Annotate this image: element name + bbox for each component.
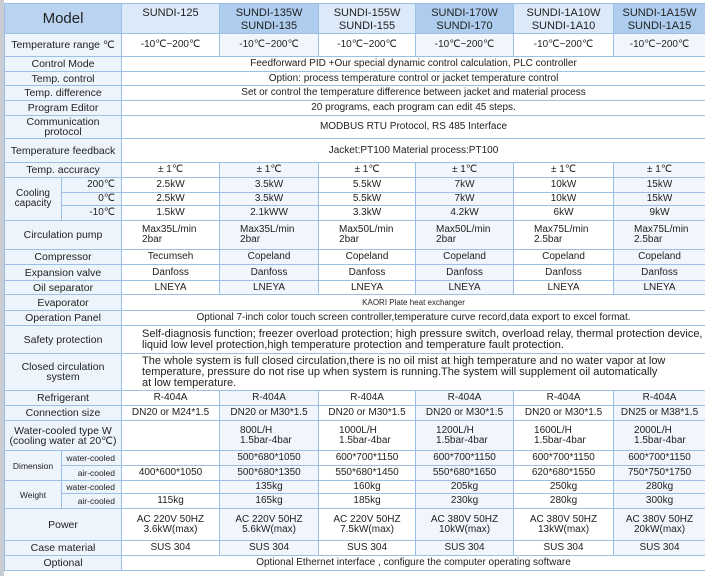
row-label: Control Mode bbox=[5, 57, 122, 72]
table-cell: -10℃~200℃ bbox=[514, 34, 614, 57]
table-cell: Copeland bbox=[319, 250, 416, 265]
table-cell: LNEYA bbox=[614, 281, 705, 295]
table-cell: 15kW bbox=[614, 178, 705, 193]
table-cell: 7kW bbox=[416, 193, 514, 206]
cooling-capacity-row bbox=[5, 193, 705, 206]
table-cell: DN25 or M38*1.5 bbox=[614, 406, 705, 421]
table-cell: 300kg bbox=[614, 494, 705, 509]
safety-protection-row bbox=[5, 326, 705, 354]
compressor-row bbox=[5, 250, 705, 265]
table-cell: ± 1℃ bbox=[319, 163, 416, 178]
table-cell: DN20 or M30*1.5 bbox=[416, 406, 514, 421]
table-cell: DN20 or M30*1.5 bbox=[220, 406, 319, 421]
power-row bbox=[5, 509, 705, 541]
table-cell: 160kg bbox=[319, 481, 416, 494]
operation-panel-row bbox=[5, 311, 705, 326]
table-cell: Copeland bbox=[416, 250, 514, 265]
temp-accuracy-row bbox=[5, 163, 705, 178]
row-value-span: Feedforward PID +Our special dynamic control calculation, PLC controller bbox=[122, 57, 705, 72]
table-cell: 3.5kW bbox=[220, 178, 319, 193]
row-label: Water-cooled type W (cooling water at 20℃) bbox=[5, 421, 122, 451]
weight-row bbox=[5, 494, 705, 509]
table-cell: 7kW bbox=[416, 178, 514, 193]
row-value-span: KAORI Plate heat exchanger bbox=[122, 295, 705, 311]
row-label: Case material bbox=[5, 541, 122, 556]
row-label: Safety protection bbox=[5, 326, 122, 354]
row-label: Closed circulation system bbox=[5, 354, 122, 391]
model-column-header bbox=[614, 4, 705, 34]
table-cell: 115kg bbox=[122, 494, 220, 509]
closed-circulation-system-row bbox=[5, 354, 705, 391]
row-value-span: MODBUS RTU Protocol, RS 485 Interface bbox=[122, 116, 705, 139]
table-cell: 400*600*1050 bbox=[122, 466, 220, 481]
case-material-row bbox=[5, 541, 705, 556]
table-cell: 9kW bbox=[614, 206, 705, 221]
dimension-row bbox=[5, 451, 705, 466]
table-cell bbox=[122, 451, 220, 466]
cooling-capacity-row bbox=[5, 178, 705, 193]
table-cell: R-404A bbox=[319, 391, 416, 406]
model-name: SUNDI-1A15W bbox=[622, 7, 697, 19]
temp-difference-row bbox=[5, 86, 705, 101]
row-value-span: Optional Ethernet interface , configure the computer operating software bbox=[122, 556, 705, 571]
table-cell: 600*700*1150 bbox=[416, 451, 514, 466]
dimension-label: Dimension bbox=[5, 451, 62, 481]
table-cell: 600*700*1150 bbox=[514, 451, 614, 466]
row-label: Temp. accuracy bbox=[5, 163, 122, 178]
table-cell: DN20 or M30*1.5 bbox=[319, 406, 416, 421]
model-name: SUNDI-135W bbox=[235, 7, 303, 19]
row-value-span: 20 programs, each program can edit 45 steps. bbox=[122, 101, 705, 116]
communication-protocol-row bbox=[5, 116, 705, 139]
row-sublabel: air-cooled bbox=[62, 466, 122, 481]
table-cell: 6kW bbox=[514, 206, 614, 221]
table-cell: 500*680*1050 bbox=[220, 451, 319, 466]
model-column-header bbox=[220, 4, 319, 34]
connection-size-row bbox=[5, 406, 705, 421]
dimension-row bbox=[5, 466, 705, 481]
temperature-range-row bbox=[5, 34, 705, 57]
table-cell: R-404A bbox=[514, 391, 614, 406]
table-cell: Danfoss bbox=[614, 265, 705, 281]
oil-separator-row bbox=[5, 281, 705, 295]
row-label: Communication protocol bbox=[5, 116, 122, 139]
table-cell: Max35L/min 2bar bbox=[122, 221, 220, 250]
model-name: SUNDI-1A10W bbox=[526, 7, 601, 19]
table-cell: Tecumseh bbox=[122, 250, 220, 265]
table-cell: 550*680*1450 bbox=[319, 466, 416, 481]
table-cell: DN20 or M24*1.5 bbox=[122, 406, 220, 421]
table-cell: -10℃~200℃ bbox=[319, 34, 416, 57]
row-label: Power bbox=[5, 509, 122, 541]
model-column-header bbox=[416, 4, 514, 34]
row-label: Program Editor bbox=[5, 101, 122, 116]
table-cell: 165kg bbox=[220, 494, 319, 509]
table-cell: 2000L/H 1.5bar-4bar bbox=[614, 421, 705, 451]
row-sublabel: water-cooled bbox=[62, 481, 122, 494]
table-cell: 750*750*1750 bbox=[614, 466, 705, 481]
table-cell: Danfoss bbox=[220, 265, 319, 281]
table-cell: LNEYA bbox=[514, 281, 614, 295]
table-cell: ± 1℃ bbox=[416, 163, 514, 178]
table-cell: ± 1℃ bbox=[614, 163, 705, 178]
table-cell: AC 220V 50HZ 5.6kW(max) bbox=[220, 509, 319, 541]
table-cell: AC 380V 50HZ 20kW(max) bbox=[614, 509, 705, 541]
table-cell: ± 1℃ bbox=[220, 163, 319, 178]
spec-table bbox=[4, 3, 705, 571]
table-cell: 1000L/H 1.5bar-4bar bbox=[319, 421, 416, 451]
table-cell: Max75L/min 2.5bar bbox=[514, 221, 614, 250]
control-mode-row bbox=[5, 57, 705, 72]
model-name: SUNDI-135 bbox=[240, 20, 298, 32]
cooling-capacity-row bbox=[5, 206, 705, 221]
cooling-capacity-label: Cooling capacity bbox=[5, 178, 62, 221]
table-cell: LNEYA bbox=[319, 281, 416, 295]
table-cell: 1200L/H 1.5bar-4bar bbox=[416, 421, 514, 451]
row-label: Oil separator bbox=[5, 281, 122, 295]
table-cell: -10℃~200℃ bbox=[220, 34, 319, 57]
row-sublabel: -10℃ bbox=[62, 206, 122, 221]
table-cell: SUS 304 bbox=[319, 541, 416, 556]
table-cell: DN20 or M30*1.5 bbox=[514, 406, 614, 421]
model-name: SUNDI-1A10 bbox=[531, 20, 596, 32]
model-name: SUNDI-170W bbox=[431, 7, 498, 19]
table-cell: ± 1℃ bbox=[514, 163, 614, 178]
row-label: Expansion valve bbox=[5, 265, 122, 281]
row-value-span: Jacket:PT100 Material process:PT100 bbox=[122, 139, 705, 163]
table-cell: AC 220V 50HZ 3.6kW(max) bbox=[122, 509, 220, 541]
row-label: Operation Panel bbox=[5, 311, 122, 326]
table-cell: AC 380V 50HZ 13kW(max) bbox=[514, 509, 614, 541]
table-cell: AC 380V 50HZ 10kW(max) bbox=[416, 509, 514, 541]
table-cell: Danfoss bbox=[514, 265, 614, 281]
row-value-span: Optional 7-inch color touch screen controller,temperature curve record,data export to excel format. bbox=[122, 311, 705, 326]
row-sublabel: 200℃ bbox=[62, 178, 122, 193]
table-cell: 620*680*1550 bbox=[514, 466, 614, 481]
table-cell: LNEYA bbox=[122, 281, 220, 295]
model-column-header bbox=[122, 4, 220, 34]
table-cell: SUS 304 bbox=[220, 541, 319, 556]
row-value-span: The whole system is full closed circulation,there is no oil mist at high temperature and no water vapor at low temperature, pressure do not rise up when system is running.The system will supplement oil automatically at low temperature. bbox=[122, 354, 705, 391]
table-cell: ± 1℃ bbox=[122, 163, 220, 178]
table-cell: 4.2kW bbox=[416, 206, 514, 221]
table-cell: R-404A bbox=[122, 391, 220, 406]
model-header: Model bbox=[5, 4, 122, 34]
table-cell: Copeland bbox=[220, 250, 319, 265]
water-cooled-type-w-cooling-water-at-20-row bbox=[5, 421, 705, 451]
table-cell: Max50L/min 2bar bbox=[416, 221, 514, 250]
optional-row bbox=[5, 556, 705, 571]
table-cell: Max35L/min 2bar bbox=[220, 221, 319, 250]
table-cell: 600*700*1150 bbox=[614, 451, 705, 466]
table-cell: 230kg bbox=[416, 494, 514, 509]
row-label: Compressor bbox=[5, 250, 122, 265]
row-value-span: Set or control the temperature difference between jacket and material process bbox=[122, 86, 705, 101]
table-cell: 185kg bbox=[319, 494, 416, 509]
model-column-header bbox=[319, 4, 416, 34]
table-cell: Copeland bbox=[614, 250, 705, 265]
table-cell: SUS 304 bbox=[514, 541, 614, 556]
weight-row bbox=[5, 481, 705, 494]
table-cell: 2.5kW bbox=[122, 193, 220, 206]
header-row bbox=[5, 4, 705, 34]
table-cell: 2.5kW bbox=[122, 178, 220, 193]
refrigerant-row bbox=[5, 391, 705, 406]
table-cell: -10℃~200℃ bbox=[614, 34, 705, 57]
row-label: Temp. difference bbox=[5, 86, 122, 101]
table-cell: Copeland bbox=[514, 250, 614, 265]
row-label: Evaporator bbox=[5, 295, 122, 311]
row-label: Temperature range ℃ bbox=[5, 34, 122, 57]
table-cell: 500*680*1350 bbox=[220, 466, 319, 481]
table-cell: R-404A bbox=[614, 391, 705, 406]
table-cell: R-404A bbox=[220, 391, 319, 406]
table-cell: 1.5kW bbox=[122, 206, 220, 221]
table-cell: 600*700*1150 bbox=[319, 451, 416, 466]
table-cell: 3.3kW bbox=[319, 206, 416, 221]
row-label: Temperature feedback bbox=[5, 139, 122, 163]
row-label: Refrigerant bbox=[5, 391, 122, 406]
model-name: SUNDI-125 bbox=[142, 7, 199, 19]
evaporator-row bbox=[5, 295, 705, 311]
row-value-span: Self-diagnosis function; freezer overload protection; high pressure switch, overload relay, thermal protection device, liquid low level protection,high temperature protection and temperature fault protection. bbox=[122, 326, 705, 354]
table-cell: 2.1kWW bbox=[220, 206, 319, 221]
model-name: SUNDI-1A15 bbox=[627, 20, 692, 32]
model-name: SUNDI-155 bbox=[338, 20, 396, 32]
temp-control-row bbox=[5, 72, 705, 86]
table-cell: -10℃~200℃ bbox=[416, 34, 514, 57]
row-sublabel: 0℃ bbox=[62, 193, 122, 206]
weight-label: Weight bbox=[5, 481, 62, 509]
table-cell: 250kg bbox=[514, 481, 614, 494]
table-cell: AC 220V 50HZ 7.5kW(max) bbox=[319, 509, 416, 541]
row-sublabel: air-cooled bbox=[62, 494, 122, 509]
table-cell: LNEYA bbox=[220, 281, 319, 295]
table-cell: -10℃~200℃ bbox=[122, 34, 220, 57]
table-cell: R-404A bbox=[416, 391, 514, 406]
table-cell: 10kW bbox=[514, 193, 614, 206]
table-cell: 280kg bbox=[514, 494, 614, 509]
row-label: Temp. control bbox=[5, 72, 122, 86]
table-cell: 5.5kW bbox=[319, 178, 416, 193]
model-name: SUNDI-155W bbox=[333, 7, 401, 19]
table-cell: Danfoss bbox=[319, 265, 416, 281]
row-label: Optional bbox=[5, 556, 122, 571]
model-name: SUNDI-170 bbox=[436, 20, 493, 32]
table-cell: Danfoss bbox=[122, 265, 220, 281]
expansion-valve-row bbox=[5, 265, 705, 281]
row-sublabel: water-cooled bbox=[62, 451, 122, 466]
temperature-feedback-row bbox=[5, 139, 705, 163]
table-cell bbox=[122, 481, 220, 494]
table-cell: 1600L/H 1.5bar-4bar bbox=[514, 421, 614, 451]
table-cell: 800L/H 1.5bar-4bar bbox=[220, 421, 319, 451]
table-cell: 205kg bbox=[416, 481, 514, 494]
model-column-header bbox=[514, 4, 614, 34]
table-cell: 10kW bbox=[514, 178, 614, 193]
table-cell: 280kg bbox=[614, 481, 705, 494]
row-label: Connection size bbox=[5, 406, 122, 421]
row-label: Circulation pump bbox=[5, 221, 122, 250]
table-cell: 550*680*1650 bbox=[416, 466, 514, 481]
table-cell: LNEYA bbox=[416, 281, 514, 295]
table-cell: SUS 304 bbox=[416, 541, 514, 556]
table-cell: Max75L/min 2.5bar bbox=[614, 221, 705, 250]
program-editor-row bbox=[5, 101, 705, 116]
table-cell: Max50L/min 2bar bbox=[319, 221, 416, 250]
table-cell: Danfoss bbox=[416, 265, 514, 281]
table-cell: SUS 304 bbox=[614, 541, 705, 556]
row-value-span: Option: process temperature control or jacket temperature control bbox=[122, 72, 705, 86]
circulation-pump-row bbox=[5, 221, 705, 250]
table-cell: SUS 304 bbox=[122, 541, 220, 556]
table-cell bbox=[122, 421, 220, 451]
table-cell: 135kg bbox=[220, 481, 319, 494]
table-cell: 3.5kW bbox=[220, 193, 319, 206]
table-cell: 5.5kW bbox=[319, 193, 416, 206]
table-cell: 15kW bbox=[614, 193, 705, 206]
